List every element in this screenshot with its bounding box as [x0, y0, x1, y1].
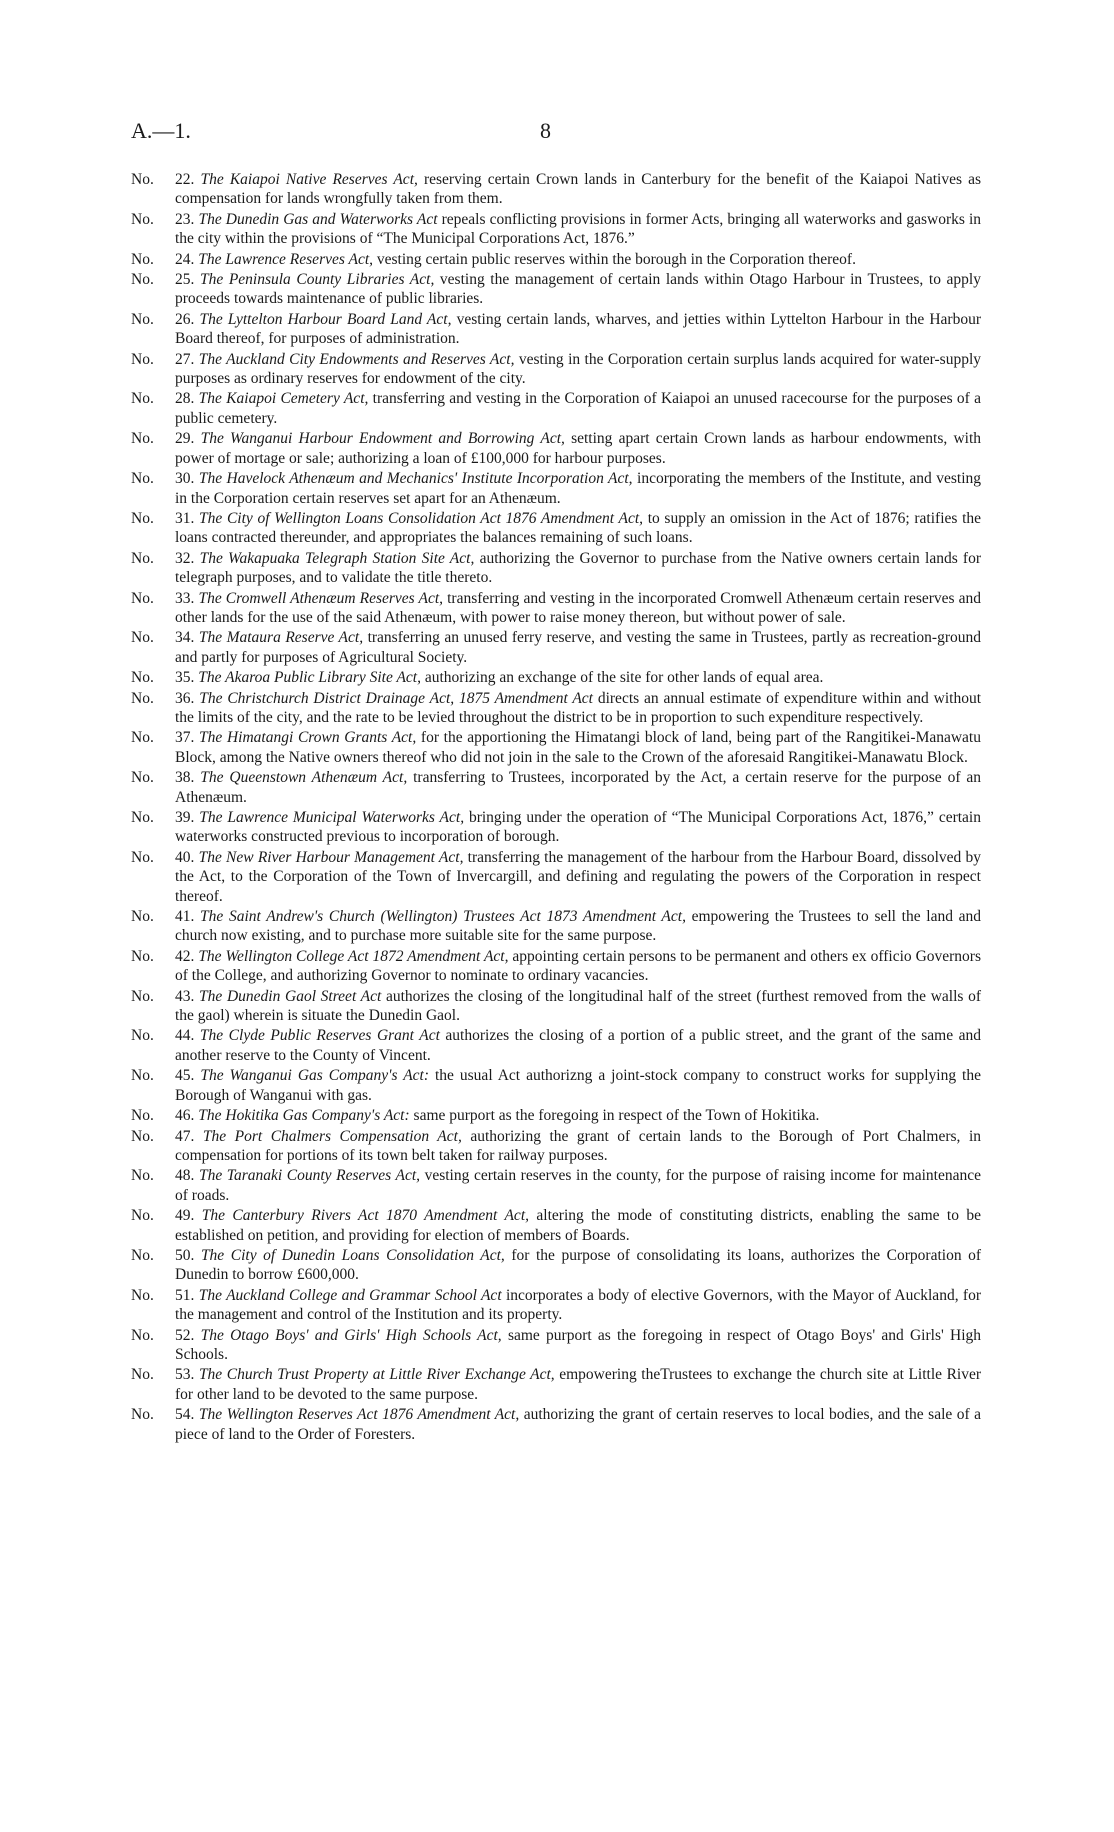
entry-no-label: No. [131, 350, 154, 368]
act-entry [131, 210, 981, 249]
entry-no-label: No. [131, 271, 154, 289]
act-entry [131, 549, 981, 588]
act-title: The Hokitika Gas Company's Act: [198, 1107, 410, 1125]
act-entry [131, 350, 981, 389]
entry-number: 24. [175, 250, 195, 268]
entry-no-label: No. [131, 1366, 154, 1384]
act-title: The Port Chalmers Compensation Act, [202, 1127, 462, 1145]
act-entry [131, 907, 981, 946]
act-description: same purport as the foregoing in respect of Otago Boys' and Girls' High Schools. [175, 1326, 982, 1363]
entry-no-label: No. [131, 729, 154, 747]
act-title: The Auckland City Endowments and Reserves Act, [198, 350, 515, 368]
act-description: incorporating the members of the Institute, and vesting in the Corporation certain reserves set apart for an Athenæum. [175, 470, 982, 507]
act-title: The Mataura Reserve Act, [198, 629, 364, 647]
entry-no-label: No. [131, 1246, 154, 1264]
act-title: The Wanganui Harbour Endowment and Borrowing Act, [200, 430, 565, 448]
page-header [131, 118, 981, 148]
entry-no-label: No. [131, 509, 154, 527]
entry-no-label: No. [131, 1326, 154, 1344]
entry-no-label: No. [131, 549, 154, 567]
act-description: setting apart certain Crown lands as harbour endowments, with power of mortage or sale; authorizing a loan of £100,000 for harbour purposes. [175, 430, 981, 467]
act-title: The Lyttelton Harbour Board Land Act, [199, 310, 452, 328]
entry-number: 22. [175, 171, 195, 188]
entry-no-label: No. [131, 689, 154, 707]
act-entry [131, 1127, 981, 1166]
entry-number: 52. [175, 1326, 195, 1344]
entry-number: 48. [175, 1167, 195, 1185]
entry-number: 25. [175, 271, 195, 289]
entry-number: 54. [175, 1406, 195, 1424]
entry-number: 31. [175, 509, 195, 527]
act-entry [131, 768, 981, 807]
entry-number: 29. [175, 430, 195, 448]
act-entry [131, 310, 981, 349]
entry-no-label: No. [131, 629, 154, 647]
act-entry [131, 668, 981, 687]
act-entry [131, 1365, 981, 1404]
act-entry [131, 270, 981, 309]
entry-no-label: No. [131, 947, 154, 965]
entry-number: 39. [175, 809, 195, 826]
entry-number: 53. [175, 1366, 195, 1384]
entry-no-label: No. [131, 1027, 154, 1045]
entry-no-label: No. [131, 1406, 154, 1424]
entry-no-label: No. [131, 210, 154, 228]
entry-no-label: No. [131, 669, 154, 687]
entry-number: 28. [175, 390, 195, 408]
act-description: same purport as the foregoing in respect of the Town of Hokitika. [413, 1107, 820, 1125]
act-description: vesting certain public reserves within the borough in the Corporation thereof. [376, 250, 856, 268]
act-title: The Saint Andrew's Church (Wellington) Trustees Act 1873 Amendment Act, [200, 908, 686, 926]
act-entry [131, 1405, 981, 1444]
act-title: The Christchurch District Drainage Act, 1875 Amendment Act [199, 689, 593, 707]
act-entry [131, 469, 981, 508]
entry-number: 32. [175, 549, 195, 567]
act-entry [131, 1166, 981, 1205]
act-description: bringing under the operation of “The Municipal Corporations Act, 1876,” certain waterworks constructed previous to incorporation of borough. [175, 809, 981, 846]
act-description: repeals conflicting provisions in former Acts, bringing all waterworks and gasworks in the city within the provisions of “The Municipal Corporations Act, 1876.” [175, 210, 982, 248]
act-description: authorizing the grant of certain lands to the Borough of Port Chalmers, in compensation for portions of its town belt taken for railway purposes. [175, 1127, 981, 1164]
act-entry [131, 947, 981, 986]
act-description: authorizes the closing of a portion of a public street, and the grant of the same and another reserve to the County of Vincent. [175, 1027, 982, 1064]
act-description: transferring to Trustees, incorporated by the Act, a certain reserve for the purpose of an Athenæum. [175, 769, 981, 806]
entry-number: 26. [175, 310, 195, 328]
entry-number: 45. [175, 1067, 195, 1085]
entry-number: 35. [175, 669, 195, 687]
act-entry [131, 1206, 981, 1245]
act-title: The Peninsula County Libraries Act, [199, 271, 435, 289]
act-title: The Wellington College Act 1872 Amendment Act, [198, 947, 509, 965]
entry-number: 30. [175, 470, 195, 488]
entry-number: 36. [175, 689, 195, 707]
act-entry [131, 509, 981, 548]
act-entry [131, 589, 981, 628]
entry-no-label: No. [131, 1107, 154, 1125]
act-description: authorizing the Governor to purchase from the Native owners certain lands for telegraph purposes, and to validate the title thereto. [175, 549, 982, 587]
page-number: 8 [540, 118, 551, 143]
act-title: The Cromwell Athenæum Reserves Act, [198, 589, 444, 607]
act-title: The City of Dunedin Loans Consolidation Act, [200, 1246, 505, 1264]
act-description: appointing certain persons to be permanent and others ex officio Governors of the College, and authorizing Governor to nominate to ordinary vacancies. [175, 947, 982, 985]
entry-number: 50. [175, 1246, 195, 1264]
entry-no-label: No. [131, 430, 154, 448]
entry-no-label: No. [131, 848, 154, 866]
act-entry [131, 170, 981, 209]
entry-no-label: No. [131, 987, 154, 1005]
act-description: to supply an omission in the Act of 1876; ratifies the loans contracted thereunder, and appropriates the balances remaining of such loans. [175, 509, 982, 547]
entry-number: 43. [175, 987, 195, 1005]
entry-no-label: No. [131, 470, 154, 488]
act-entry [131, 848, 981, 906]
act-entry [131, 987, 981, 1026]
act-title: The Wellington Reserves Act 1876 Amendment Act, [198, 1406, 520, 1424]
act-description: vesting certain reserves in the county, for the purpose of raising income for maintenance of roads. [175, 1167, 981, 1204]
act-title: The Kaiapoi Cemetery Act, [198, 390, 369, 408]
act-entry [131, 808, 981, 847]
act-description: vesting the management of certain lands within Otago Harbour in Trustees, to apply proceeds towards maintenance of public libraries. [175, 271, 981, 308]
act-title: The Canterbury Rivers Act 1870 Amendment Act, [201, 1207, 529, 1225]
act-entry [131, 429, 981, 468]
act-description: empowering the Trustees to sell the land and church now existing, and to purchase more suitable site for the same purpose. [175, 908, 982, 945]
entry-no-label: No. [131, 250, 154, 268]
act-description: incorporates a body of elective Governors, with the Mayor of Auckland, for the management and control of the Institution and its property. [175, 1286, 982, 1324]
entry-number: 27. [175, 350, 195, 368]
act-description: the usual Act authorizng a joint-stock company to construct works for supplying the Borough of Wanganui with gas. [175, 1067, 981, 1104]
entry-number: 51. [175, 1286, 195, 1304]
entry-no-label: No. [131, 809, 154, 826]
act-title: The City of Wellington Loans Consolidation Act 1876 Amendment Act, [199, 509, 644, 527]
act-entry [131, 1106, 981, 1125]
act-entry [131, 389, 981, 428]
act-entry [131, 628, 981, 667]
act-entry [131, 689, 981, 728]
entry-no-label: No. [131, 589, 154, 607]
acts-list [131, 170, 981, 1445]
act-title: The New River Harbour Management Act, [198, 848, 464, 866]
act-description: transferring an unused ferry reserve, and vesting the same in Trustees, partly as recreation-ground and partly for purposes of Agricultural Society. [175, 629, 981, 666]
act-title: The Himatangi Crown Grants Act, [199, 729, 417, 747]
act-entry [131, 1026, 981, 1065]
act-description: reserving certain Crown lands in Canterbury for the benefit of the Kaiapoi Natives as compensation for lands wrongfully taken from them. [175, 171, 982, 208]
entry-no-label: No. [131, 1167, 154, 1185]
act-entry [131, 728, 981, 767]
act-description: vesting in the Corporation certain surplus lands acquired for water-supply purposes as ordinary reserves for endowment of the city. [175, 350, 982, 388]
act-description: authorizes the closing of the longitudinal half of the street (furthest removed from the walls of the gaol) wherein is situate the Dunedin Gaol. [175, 987, 982, 1025]
act-title: The Havelock Athenæum and Mechanics' Institute Incorporation Act, [198, 470, 633, 488]
act-description: altering the mode of constituting districts, enabling the same to be established on petition, and providing for election of members of Boards. [175, 1207, 981, 1244]
act-title: The Taranaki County Reserves Act, [198, 1167, 421, 1185]
entry-number: 37. [175, 729, 195, 747]
entry-no-label: No. [131, 310, 154, 328]
act-description: vesting certain lands, wharves, and jetties within Lyttelton Harbour in the Harbour Board thereof, for purposes of administration. [175, 310, 982, 348]
entry-no-label: No. [131, 1207, 154, 1225]
entry-number: 40. [175, 848, 195, 866]
act-entry [131, 1286, 981, 1325]
act-title: The Auckland College and Grammar School Act [198, 1286, 502, 1304]
act-entry [131, 1246, 981, 1285]
act-entry [131, 250, 981, 269]
act-title: The Kaiapoi Native Reserves Act, [200, 171, 418, 188]
entry-number: 23. [175, 210, 195, 228]
act-description: empowering theTrustees to exchange the church site at Little River for other land to be devoted to the same purpose. [175, 1366, 982, 1403]
entry-number: 47. [175, 1127, 195, 1145]
act-title: The Akaroa Public Library Site Act, [198, 669, 421, 687]
entry-number: 49. [175, 1207, 195, 1225]
act-title: The Church Trust Property at Little River Exchange Act, [198, 1366, 555, 1384]
entry-no-label: No. [131, 908, 154, 926]
act-title: The Clyde Public Reserves Grant Act [199, 1027, 440, 1045]
act-description: transferring and vesting in the Corporation of Kaiapoi an unused racecourse for the purposes of a public cemetery. [175, 390, 982, 427]
entry-no-label: No. [131, 769, 154, 787]
entry-number: 42. [175, 947, 195, 965]
act-title: The Lawrence Reserves Act, [198, 250, 374, 268]
entry-no-label: No. [131, 1127, 154, 1145]
entry-number: 34. [175, 629, 195, 647]
entry-no-label: No. [131, 1067, 154, 1085]
act-description: for the purpose of consolidating its loans, authorizes the Corporation of Dunedin to borrow £600,000. [175, 1246, 982, 1284]
entry-no-label: No. [131, 390, 154, 408]
act-description: directs an annual estimate of expenditure within and without the limits of the city, and the rate to be levied throughout the district to be in proportion to such expenditure respectively. [175, 689, 982, 726]
entry-no-label: No. [131, 171, 154, 188]
entry-number: 46. [175, 1107, 195, 1125]
act-title: The Wanganui Gas Company's Act: [200, 1067, 430, 1085]
act-entry [131, 1066, 981, 1105]
document-reference: A.—1. [131, 118, 191, 143]
act-description: authorizing the grant of certain reserves to local bodies, and the sale of a piece of land to the Order of Foresters. [175, 1406, 982, 1443]
entry-no-label: No. [131, 1286, 154, 1304]
act-title: The Dunedin Gas and Waterworks Act [198, 210, 438, 228]
entry-number: 41. [175, 908, 195, 926]
act-description: authorizing an exchange of the site for other lands of equal area. [424, 669, 824, 687]
act-title: The Dunedin Gaol Street Act [199, 987, 382, 1005]
act-description: for the apportioning the Himatangi block of land, being part of the Rangitikei-Manawatu Block, among the Native owners thereof who did not join in the sale to the Crown of the aforesaid Rangitikei-Manawatu Block. [175, 729, 981, 766]
act-title: The Queenstown Athenæum Act, [200, 769, 408, 787]
act-description: transferring the management of the harbour from the Harbour Board, dissolved by the Act, to the Corporation of the Town of Invercargill, and defining and regulating the powers of the Corporation in respect thereof. [175, 848, 981, 905]
act-description: transferring and vesting in the incorporated Cromwell Athenæum certain reserves and other lands for the use of the said Athenæum, with power to raise money thereon, but without power of sale. [175, 589, 982, 626]
act-title: The Otago Boys' and Girls' High Schools Act, [200, 1326, 502, 1344]
entry-number: 38. [175, 769, 195, 787]
act-entry [131, 1326, 981, 1365]
act-title: The Wakapuaka Telegraph Station Site Act, [199, 549, 475, 567]
act-title: The Lawrence Municipal Waterworks Act, [199, 809, 465, 826]
entry-number: 44. [175, 1027, 195, 1045]
entry-number: 33. [175, 589, 195, 607]
